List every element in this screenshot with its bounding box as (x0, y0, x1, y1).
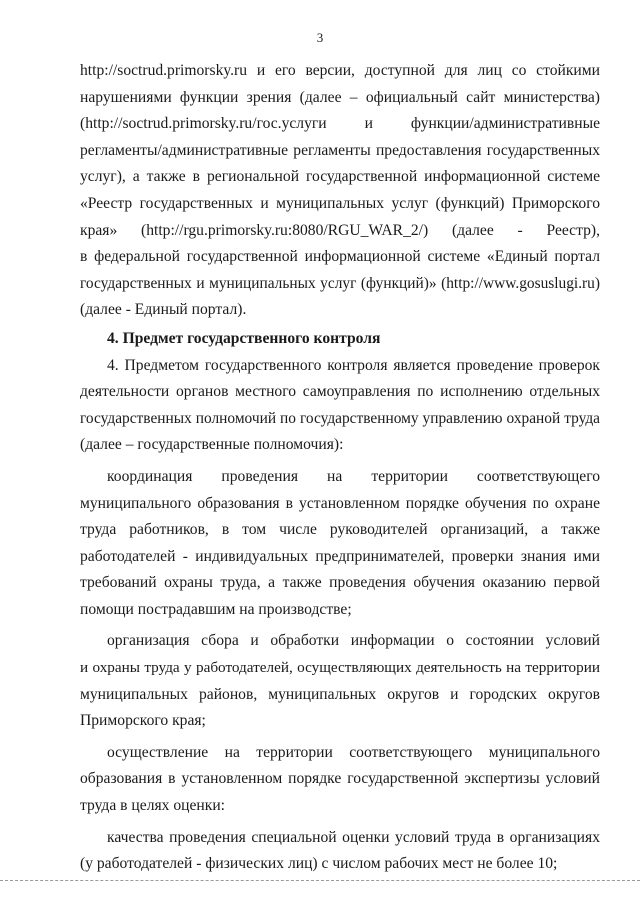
paragraph-coordination (80, 464, 600, 624)
text-line: муниципальных районов, муниципальных округов и городских округов (80, 685, 600, 703)
text-line: деятельности органов местного самоуправления по исполнению отдельных (80, 383, 600, 401)
paragraph-assessment-quality (80, 825, 600, 878)
paragraph-information-collection (80, 628, 600, 734)
text-line: (у работодателей - физических лиц) с числом рабочих мест не более 10; (80, 855, 558, 873)
text-line: координация проведения на территории соответствующего (107, 467, 600, 485)
paragraph-state-expertise (80, 740, 600, 820)
text-line: осуществление на территории соответствующего муниципального (107, 743, 600, 761)
document-body (80, 58, 600, 878)
page-bottom-divider (0, 880, 640, 882)
text-line: работодателей - индивидуальных предпринимателей, проверки знания ими (80, 547, 600, 565)
text-line: «Реестр государственных и муниципальных услуг (функций) Приморского (80, 194, 600, 212)
text-line: требований охраны труда, а также проведения обучения оказанию первой (80, 574, 600, 592)
text-line: (далее - Единый портал). (80, 301, 247, 319)
text-line: регламенты/административные регламенты предоставления государственных (80, 141, 600, 159)
text-line: услуг), а также в региональной государственной информационной системе (80, 168, 600, 186)
text-line: помощи пострадавшим на производстве; (80, 600, 352, 618)
text-line: в федеральной государственной информационной системе «Единый портал (80, 248, 600, 266)
text-line: государственных и муниципальных услуг (функций)» (http://www.gosuslugi.ru) (80, 274, 600, 292)
text-line: качества проведения специальной оценки условий труда в организациях (107, 828, 600, 846)
text-line: образования в установленном порядке государственной экспертизы условий (80, 770, 600, 788)
text-line: нарушениями функции зрения (далее – официальный сайт министерства) (80, 88, 600, 106)
text-line: (далее – государственные полномочия): (80, 436, 344, 454)
text-line: (http://soctrud.primorsky.ru/гос.услуги и функции/административные (80, 115, 600, 133)
text-line: http://soctrud.primorsky.ru и его версии, доступной для лиц со стойкими (80, 62, 600, 79)
text-line: Приморского края; (80, 712, 206, 730)
text-line: труда работников, в том числе руководителей организаций, а также (80, 521, 600, 539)
text-line: организация сбора и обработки информации о состоянии условий (107, 632, 600, 650)
text-line: государственных полномочий по государственному управлению охраной труда (80, 409, 600, 427)
page-number: 3 (316, 30, 324, 45)
text-line: края» (http://rgu.primorsky.ru:8080/RGU_WAR_2/) (далее - Реестр), (80, 221, 600, 239)
paragraph-publication-sources (80, 58, 600, 324)
paragraph-subject-of-control (80, 353, 600, 459)
text-line: труда в целях оценки: (80, 797, 226, 815)
text-line: 4. Предметом государственного контроля является проведение проверок (107, 356, 600, 374)
text-line: муниципального образования в установленном порядке обучения по охране (80, 494, 600, 512)
section-heading: 4. Предмет государственного контроля (107, 329, 381, 347)
text-line: и охраны труда у работодателей, осуществляющих деятельность на территории (80, 659, 600, 677)
